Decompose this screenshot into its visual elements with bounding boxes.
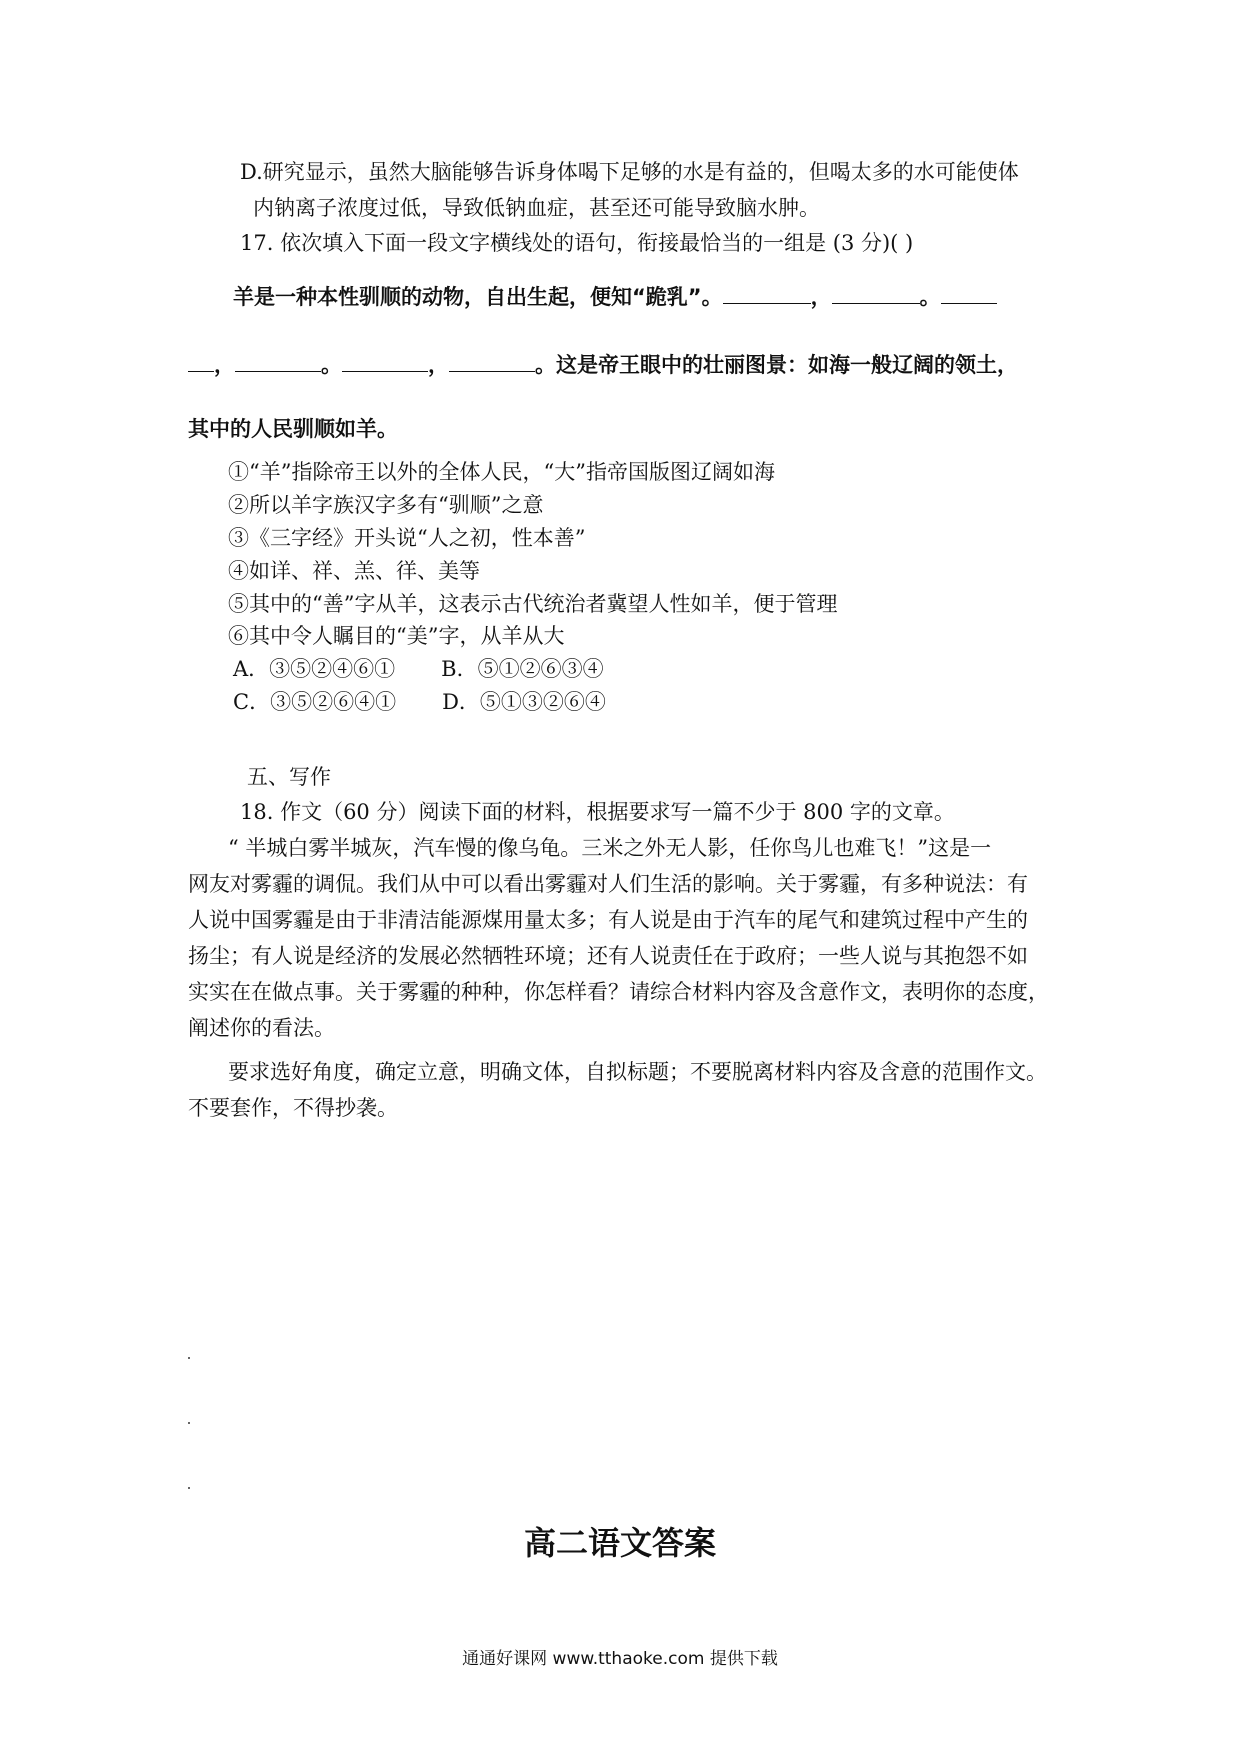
option-a[interactable]: A．③⑤②④⑥① [233, 657, 396, 681]
q17-item-2: ②所以羊字族汉字多有“驯顺”之意 [228, 493, 544, 517]
q18-material-line2: 网友对雾霾的调侃。我们从中可以看出雾霾对人们生活的影响。关于雾霾，有多种说法：有 [188, 872, 1028, 896]
scan-mark [188, 1357, 190, 1359]
q16-option-d-line1: D.研究显示，虽然大脑能够告诉身体喝下足够的水是有益的，但喝太多的水可能使体 [240, 160, 1019, 184]
fill-blank[interactable] [941, 283, 997, 304]
section5-heading: 五、写作 [247, 765, 331, 789]
fill-blank[interactable] [723, 283, 811, 304]
fill-blank[interactable] [188, 351, 214, 372]
option-b[interactable]: B．⑤①②⑥③④ [441, 657, 604, 681]
scan-mark [188, 1487, 190, 1489]
q17-passage-line1 [233, 283, 997, 311]
sep-period: 。 [321, 353, 342, 377]
fill-blank[interactable] [235, 351, 321, 372]
option-c[interactable]: C．③⑤②⑥④① [233, 690, 397, 714]
q18-requirement-line2: 不要套作，不得抄袭。 [188, 1096, 398, 1120]
sep-comma: ， [810, 285, 832, 309]
q18-material-line1: “ 半城白雾半城灰，汽车慢的像乌龟。三米之外无人影，任你鸟儿也难飞！”这是一 [228, 836, 992, 860]
fill-blank[interactable] [449, 351, 535, 372]
q18-requirement-line1: 要求选好角度，确定立意，明确文体，自拟标题；不要脱离材料内容及含意的范围作文。 [228, 1060, 1047, 1084]
q18-material-line6: 阐述你的看法。 [188, 1016, 335, 1040]
q18-material-line4: 扬尘；有人说是经济的发展必然牺牲环境；还有人说责任在于政府；一些人说与其抱怨不如 [188, 944, 1028, 968]
option-d[interactable]: D．⑤①③②⑥④ [442, 690, 606, 714]
q17-passage-end: 其中的人民驯顺如羊。 [188, 417, 398, 441]
q18-material-line3: 人说中国雾霾是由于非清洁能源煤用量太多；有人说是由于汽车的尾气和建筑过程中产生的 [188, 908, 1028, 932]
q17-item-5: ⑤其中的“善”字从羊，这表示古代统治者冀望人性如羊，便于管理 [228, 592, 838, 616]
q17-item-4: ④如详、祥、羔、徉、美等 [228, 559, 480, 583]
q18-material-line5: 实实在在做点事。关于雾霾的种种，你怎样看？请综合材料内容及含意作文，表明你的态度， [188, 980, 1049, 1004]
sep-period: 。 [535, 353, 556, 377]
fill-blank[interactable] [342, 351, 428, 372]
sep-comma: ， [428, 353, 449, 377]
q17-options-row2 [233, 688, 606, 716]
q17-item-3: ③《三字经》开头说“人之初，性本善” [228, 526, 586, 550]
q17-stem: 17. 依次填入下面一段文字横线处的语句，衔接最恰当的一组是 (3 分)( ) [240, 231, 914, 255]
fill-blank[interactable] [832, 283, 920, 304]
answer-title: 高二语文答案 [523, 1524, 716, 1562]
q17-passage-mid: 这是帝王眼中的壮丽图景：如海一般辽阔的领土， [556, 353, 1018, 377]
q17-item-6: ⑥其中令人瞩目的“美”字，从羊从大 [228, 624, 565, 648]
q17-passage-line2 [188, 351, 1018, 379]
q17-item-1: ①“羊”指除帝王以外的全体人民，“大”指帝国版图辽阔如海 [228, 460, 775, 484]
q16-option-d-line2: 内钠离子浓度过低，导致低钠血症，甚至还可能导致脑水肿。 [253, 196, 820, 220]
q18-stem: 18. 作文（60 分）阅读下面的材料，根据要求写一篇不少于 800 字的文章。 [240, 800, 955, 824]
sep-comma: ， [214, 353, 235, 377]
q17-options-row1 [233, 655, 604, 683]
scan-mark [188, 1422, 190, 1424]
q17-passage-start: 羊是一种本性驯顺的动物，自出生起，便知“跪乳”。 [233, 285, 723, 309]
sep-period: 。 [919, 285, 941, 309]
page-footer: 通通好课网 www.tthaoke.com 提供下载 [462, 1649, 778, 1669]
